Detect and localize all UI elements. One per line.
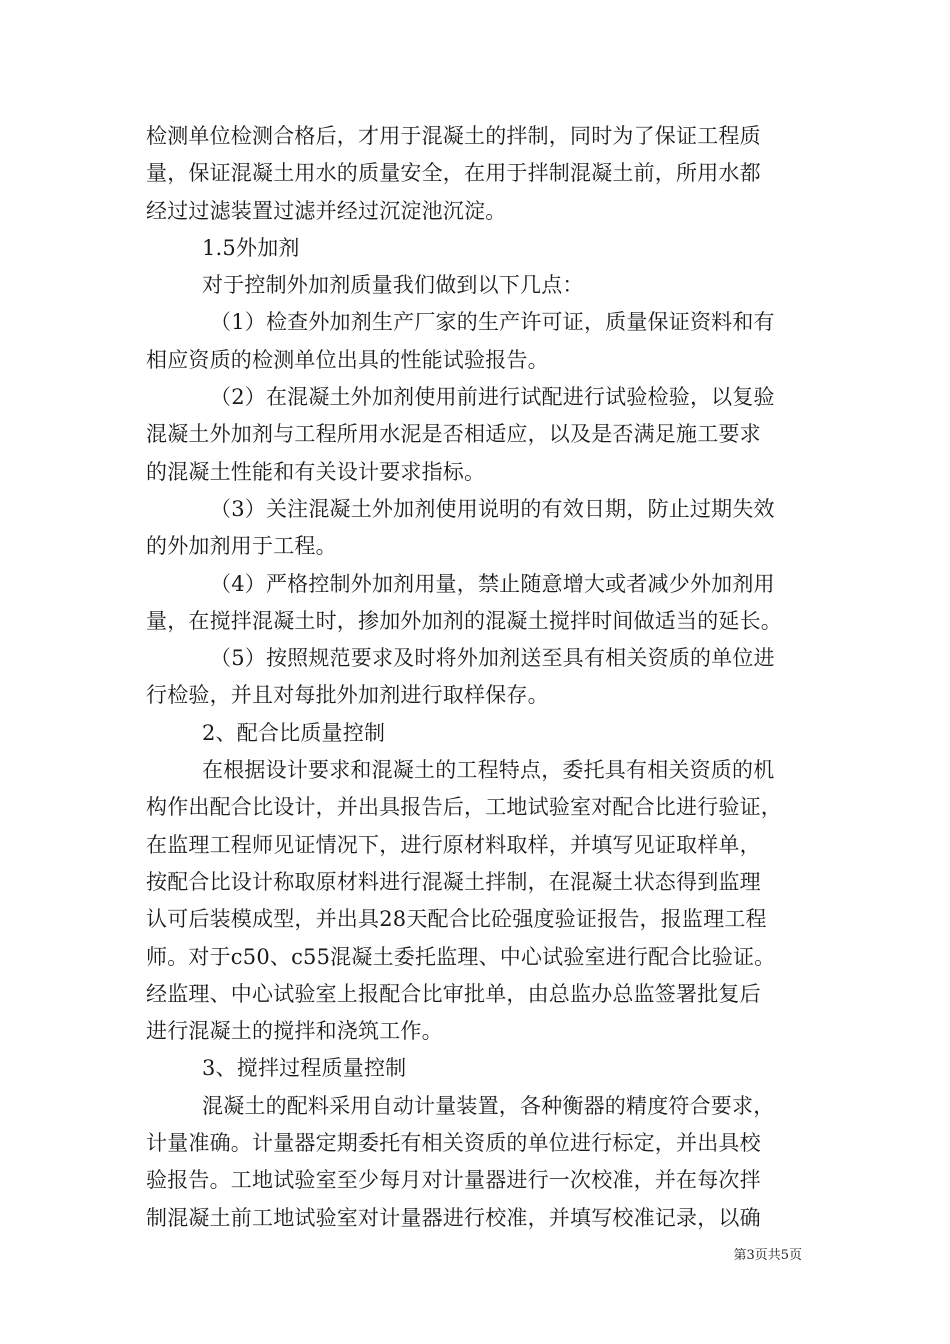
text-line: 按配合比设计称取原材料进行混凝土拌制，在混凝土状态得到监理 <box>146 869 761 894</box>
text-line: 认可后装模成型，并出具28天配合比砼强度验证报告，报监理工程 <box>146 907 767 932</box>
text-line: 经过过滤装置过滤并经过沉淀池沉淀。 <box>146 198 507 223</box>
text-line: 的混凝土性能和有关设计要求指标。 <box>146 459 486 484</box>
text-line: 混凝土的配料采用自动计量装置，各种衡器的精度符合要求， <box>202 1093 775 1118</box>
text-line: 验报告。工地试验室至少每月对计量器进行一次校准，并在每次拌 <box>146 1168 761 1193</box>
list-item: （2）在混凝土外加剂使用前进行试配进行试验检验，以复验 <box>210 385 775 410</box>
list-item: （3）关注混凝土外加剂使用说明的有效日期，防止过期失效 <box>210 496 775 521</box>
text-line: 量，保证混凝土用水的质量安全，在用于拌制混凝土前，所用水都 <box>146 161 761 186</box>
text-line: 的外加剂用于工程。 <box>146 534 337 559</box>
text-line: 在根据设计要求和混凝土的工程特点，委托具有相关资质的机 <box>202 758 775 783</box>
text-line: 经监理、中心试验室上报配合比审批单，由总监办总监签署批复后 <box>146 981 761 1006</box>
text-line: 相应资质的检测单位出具的性能试验报告。 <box>146 347 549 372</box>
section-heading: 3、搅拌过程质量控制 <box>202 1056 407 1081</box>
text-line: 在监理工程师见证情况下，进行原材料取样，并填写见证取样单， <box>146 832 761 857</box>
text-line: 制混凝土前工地试验室对计量器进行校准，并填写校准记录，以确 <box>146 1205 761 1230</box>
list-item: （4）严格控制外加剂用量，禁止随意增大或者减少外加剂用 <box>210 571 775 596</box>
text-line: 构作出配合比设计，并出具报告后，工地试验室对配合比进行验证， <box>146 795 782 820</box>
text-line: 混凝土外加剂与工程所用水泥是否相适应，以及是否满足施工要求 <box>146 422 761 447</box>
text-line: 进行混凝土的搅拌和浇筑工作。 <box>146 1019 443 1044</box>
text-line: 行检验，并且对每批外加剂进行取样保存。 <box>146 683 549 708</box>
text-line: 量，在搅拌混凝土时，掺加外加剂的混凝土搅拌时间做适当的延长。 <box>146 608 782 633</box>
text-line: 计量准确。计量器定期委托有相关资质的单位进行标定，并出具校 <box>146 1131 761 1156</box>
text-line: 检测单位检测合格后，才用于混凝土的拌制，同时为了保证工程质 <box>146 124 761 148</box>
text-line: 对于控制外加剂质量我们做到以下几点： <box>202 273 584 298</box>
text-line: 师。对于c50、c55混凝土委托监理、中心试验室进行配合比验证。 <box>146 944 776 969</box>
list-item: （1）检查外加剂生产厂家的生产许可证，质量保证资料和有 <box>210 310 775 335</box>
page-footer <box>0 1246 950 1266</box>
section-heading: 2、配合比质量控制 <box>202 720 386 745</box>
page-number: 第3页共5页 <box>733 1248 802 1263</box>
section-heading: 1.5外加剂 <box>202 235 300 260</box>
list-item: （5）按照规范要求及时将外加剂送至具有相关资质的单位进 <box>210 646 775 671</box>
document-body <box>146 118 806 1237</box>
